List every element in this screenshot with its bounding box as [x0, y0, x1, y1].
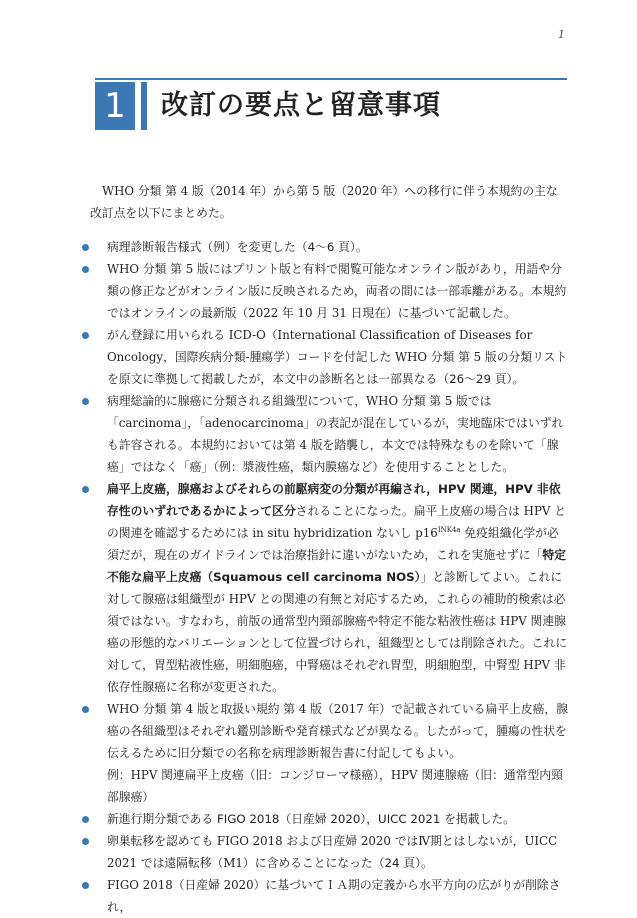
revision-list — [82, 236, 570, 918]
example-text: 例：HPV 関連扁平上皮癌（旧：コンジローマ様癌），HPV 関連腺癌（旧：通常型内頸部腺癌） — [107, 768, 563, 804]
bullet-icon — [82, 706, 89, 713]
bullet-icon — [82, 266, 89, 273]
chapter-title: 改訂の要点と留意事項 — [161, 90, 441, 121]
page-number: 1 — [558, 28, 565, 41]
list-item — [82, 698, 570, 808]
item-text: WHO 分類 第 4 版と取扱い規約 第 4 版（2017 年）で記載されている扁平上皮癌，腺癌の各組織型はそれぞれ鑑別診断や発育様式などが異なる。したがって，腫瘍の性状を伝えるために旧分類での名称を病理診断報告書に付記してもよい。 — [107, 702, 569, 760]
bullet-icon — [82, 332, 89, 339]
list-item — [82, 830, 570, 874]
item-text: ）。 — [349, 240, 368, 254]
page-ref: 26〜29 頁 — [449, 372, 507, 386]
bullet-icon — [82, 486, 89, 493]
intro-paragraph: WHO 分類 第 4 版（2014 年）から第 5 版（2020 年）への移行に伴う本規約の主な改訂点を以下にまとめた。 — [90, 184, 558, 220]
list-item — [82, 324, 570, 390]
item-text: ）。 — [506, 372, 525, 386]
item-text: WHO 分類 第 5 版にはプリント版と有料で閲覧可能なオンライン版があり，用語や分類の修正などがオンライン版に反映されるため，両者の間には一部乖離がある。本規約ではオンラインの最新版（2022 年 10 月 31 日現在）に基づいて記載した。 — [107, 262, 567, 320]
chapter-number: 1 — [95, 82, 135, 130]
page-ref: 4〜6 頁 — [307, 240, 350, 254]
superscript: INK4a — [437, 526, 461, 535]
item-text: 免疫組織化学が必須だが，現在のガイドラインでは治療指針に違いがないため，これを実施せずに「 — [107, 526, 559, 562]
item-text: がん登録に用いられる ICD-O（International Classification of Diseases for Oncology，国際疾病分類-腫瘍学）コードを付記した WHO 分類 第 5 版の分類リストを原文に準拠して掲載したが，本文中の診断名とは一部異なる（ — [107, 328, 568, 386]
highlight-text: FIGO 2018（日産婦 2020），UICC 2021 — [216, 812, 441, 826]
chapter-header — [95, 78, 567, 132]
bullet-icon — [82, 882, 89, 889]
item-text: を掲載した。 — [440, 812, 515, 826]
item-text: ）。 — [415, 856, 433, 870]
item-text: 卵巣転移を認めても FIGO 2018 および日産婦 2020 ではⅣ期とはしないが，UICC 2021 では遠隔転移（M1）に含めることになった（ — [107, 834, 558, 870]
list-item — [82, 478, 570, 698]
bold-text: 特定不能な扁平上皮癌（Squamous cell carcinoma NOS） — [107, 548, 566, 584]
bullet-icon — [82, 816, 89, 823]
bold-text: 扁平上皮癌，腺癌およびそれらの前駆病変の分類が再編され，HPV 関連，HPV 非依存性のいずれであるかによって区分 — [107, 482, 561, 518]
page-ref: 24 頁 — [384, 856, 416, 870]
bullet-icon — [82, 398, 89, 405]
header-bar — [141, 82, 147, 130]
bullet-icon — [82, 838, 89, 845]
item-text: 病理診断報告様式（例）を変更した（ — [107, 240, 308, 254]
header-rule — [95, 78, 567, 80]
list-item — [82, 390, 570, 478]
item-text: 」と診断してよい。これに対して腺癌は組織型が HPV との関連の有無と対応するため，これらの補助的検索は必須ではない。すなわち，前版の通常型内頸部腺癌や特定不能な粘液性癌は HPV 関連腺癌の形態的なバリエーションとして位置づけられ，組織型としては削除された。これに対して，胃型粘液性癌，明細胞癌，中腎癌はそれぞれ胃型，明細胞型，中腎型 HPV 非依存性腺癌に名称が変更された。 — [107, 570, 568, 694]
list-item — [82, 236, 570, 258]
item-text: 病理総論的に腺癌に分類される組織型について，WHO 分類 第 5 版では「carcinoma」，「adenocarcinoma」の表記が混在しているが，実地臨床ではいずれも許容される。本規約においては第 4 版を踏襲し，本文では特殊なものを除いて「腺癌」ではなく「癌」（例：漿液性癌，類内膜癌など）を使用することとした。 — [107, 394, 564, 474]
item-text: FIGO 2018（日産婦 2020）に基づいてＩＡ期の定義から水平方向の広がりが削除され， — [107, 878, 561, 914]
list-item — [82, 808, 570, 830]
list-item — [82, 258, 570, 324]
item-text: されることになった。扁平上皮癌の場合は HPV との関連を確認するためには in situ hybridization ないし p16 — [107, 504, 566, 540]
bullet-icon — [82, 244, 89, 251]
list-item — [82, 874, 570, 918]
item-text: 新進行期分類である — [107, 812, 217, 826]
